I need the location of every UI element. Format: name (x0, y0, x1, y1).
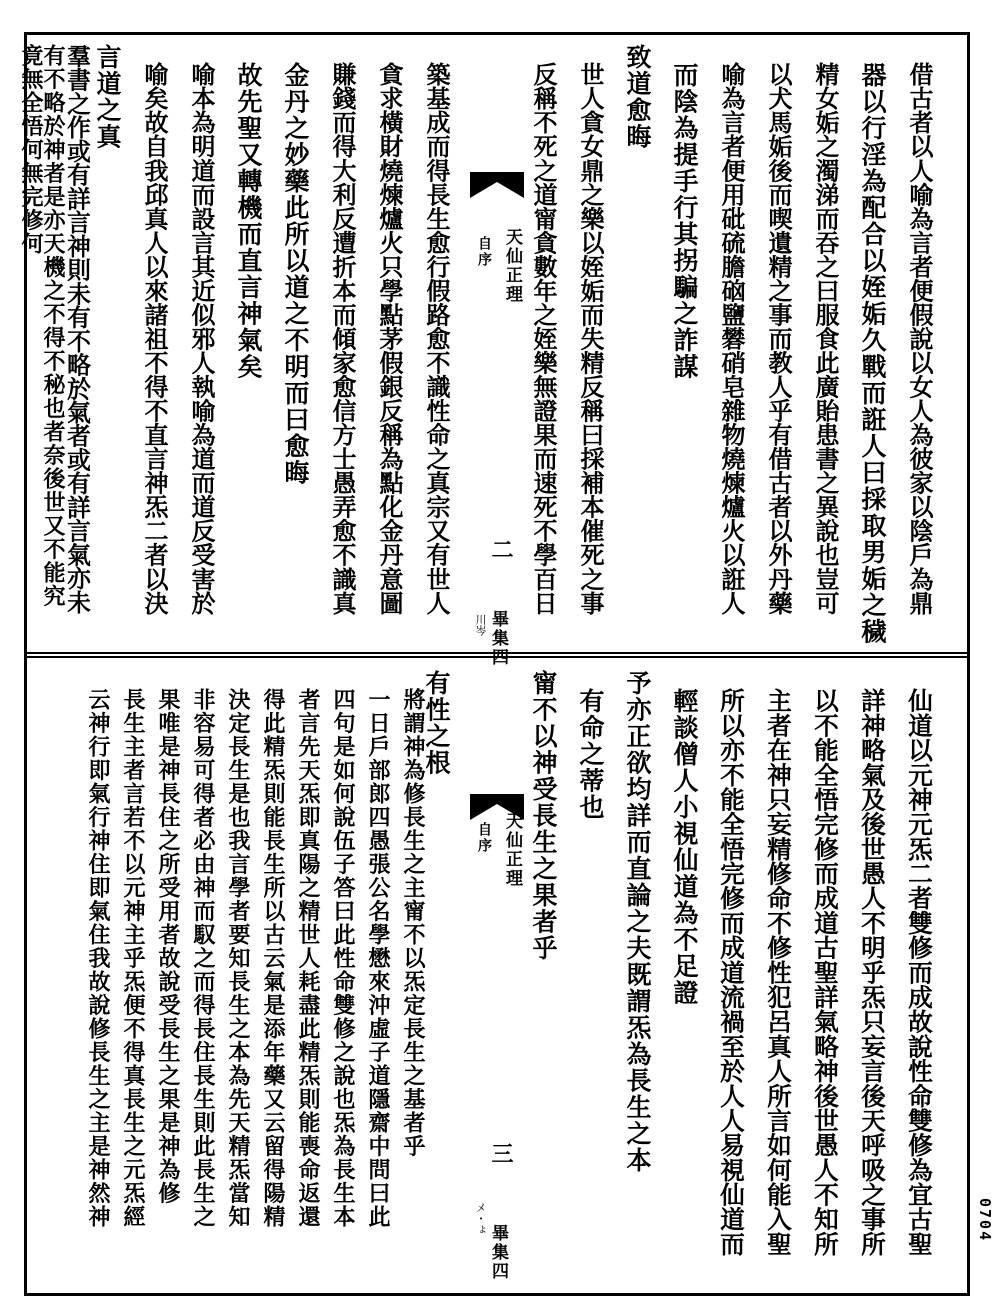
text-column: 主者在神只妄精修命不修性犯呂真人所言如何能入聖 (764, 688, 793, 1256)
text-column: 而陰為提手行其拐騙之詐謀 (670, 62, 699, 380)
text-column: 喻本為明道而設言其近似邪人執喻為道而道反受害於 (187, 62, 216, 615)
fish-tail-mark-icon (468, 170, 526, 200)
text-column: 器以行淫為配合以姪姤久戰而誑人曰採取男姤之穢 (858, 62, 887, 645)
text-column: 得此精炁則能長生所以古云氣是添年藥又云留得陽精 (260, 688, 286, 1229)
text-column: 精女姤之濁涕而吞之曰服食此廣貽患書之異說也豈可 (811, 62, 840, 615)
text-column: 致道愈晦 (623, 44, 652, 150)
text-column: 長生主者言若不以元神主乎炁便不得真長生之元炁經 (120, 688, 146, 1229)
text-column: 甯不以神受長生之果者乎 (529, 670, 558, 962)
page-number: 三 (488, 1142, 514, 1166)
text-column: 以犬馬姤後而喫遺精之事而教人乎有借古者以外丹藥 (764, 62, 793, 615)
text-column: 竟無全悟何無完修何 (18, 44, 44, 256)
text-column: 云神行即氣行神住即氣住我故說修長生之主是神然神 (85, 688, 111, 1229)
text-column: 將謂神為修長生之主甯不以炁定長生之基者乎 (400, 688, 426, 1158)
text-column: 非容易可得者必由神而馭之而得長住長生則此長生之 (190, 688, 216, 1229)
text-column: 喻為言者便用砒硫膽硇鹽礬硝皂雜物燒煉爐火以誑人 (717, 62, 746, 615)
text-column: 有性之根 (422, 670, 451, 776)
page-number: 二 (488, 538, 514, 562)
text-column: 羣書之作或有詳言神則未有不略於氣者或有詳言氣亦未 (63, 44, 91, 614)
text-column: 予亦正欲均詳而直論之夫既謂炁為長生之本 (623, 670, 652, 1174)
text-column: 果唯是神長住之所受用者故說受長生之果是神為修 (155, 688, 181, 1205)
text-column: 決定長生是也我言學者要知長生之本為先天精炁當知 (225, 688, 251, 1229)
margin-strip (468, 662, 526, 1290)
text-column: 借古者以人喻為言者便假說以女人為彼家以陰戶為鼎 (905, 62, 934, 615)
text-column: 築基成而得長生愈行假路愈不識性命之真宗又有世人 (422, 62, 451, 615)
text-column: 喻矣故自我邱真人以來諸祖不得不直言神炁二者以決 (140, 62, 169, 615)
text-column: 仙道以元神元炁二者雙修而成故說性命雙修為宜古聖 (905, 688, 934, 1256)
text-column: 輕談僧人小視仙道為不足證 (670, 688, 699, 1006)
section-title: 自序 (476, 822, 492, 854)
book-title: 天仙正理 (502, 812, 522, 888)
text-column: 世人貪女鼎之樂以姪姤而失精反稱曰採補本催死之事 (576, 62, 605, 615)
book-title: 天仙正理 (502, 228, 522, 304)
collection-label: 畢集四 (488, 1224, 508, 1281)
text-column: 賺錢而得大利反遭折本而傾家愈信方士愚弄愈不識真 (328, 62, 357, 615)
text-column: 有命之蒂也 (576, 688, 605, 821)
text-column: 故先聖又轉機而直言神氣矣 (234, 62, 263, 380)
collection-label: 畢集四 (488, 610, 508, 667)
text-column: 金丹之妙藥此所以道之不明而曰愈晦 (281, 62, 310, 486)
page-stamp-number: 0704 (976, 1198, 994, 1243)
text-column: 言道之真 (93, 44, 122, 150)
text-column: 者言先天炁即真陽之精世人耗盡此精炁則能喪命返還 (295, 688, 321, 1229)
text-column: 四句是如何說伍子答曰此性命雙修之說也炁為長生本 (330, 688, 356, 1229)
handwritten-note: 川岑 (474, 614, 487, 636)
text-column: 詳神略氣及後世愚人不明乎炁只妄言後天呼吸之事所 (858, 688, 887, 1256)
text-column: 貪求橫財燒煉爐火只學點茅假銀反稱為點化金丹意圖 (375, 62, 404, 615)
text-column: 反稱不死之道甯貪數年之姪樂無證果而速死不學百日 (529, 62, 558, 615)
text-column: 以不能全悟完修而成道古聖詳氣略神後世愚人不知所 (811, 688, 840, 1256)
handwritten-note: メ・ょ (474, 1202, 487, 1235)
text-column: 所以亦不能全悟完修而成道流禍至於人人易視仙道而 (717, 688, 746, 1256)
margin-strip (468, 40, 526, 667)
text-column: 一日戶部郎四愚張公名學懋來沖虛子道隱齋中問曰此 (365, 688, 391, 1229)
text-column: 有不略於神者是亦天機之不得不秘也者奈後世又不能究 (40, 44, 66, 608)
section-title: 自序 (476, 236, 492, 268)
